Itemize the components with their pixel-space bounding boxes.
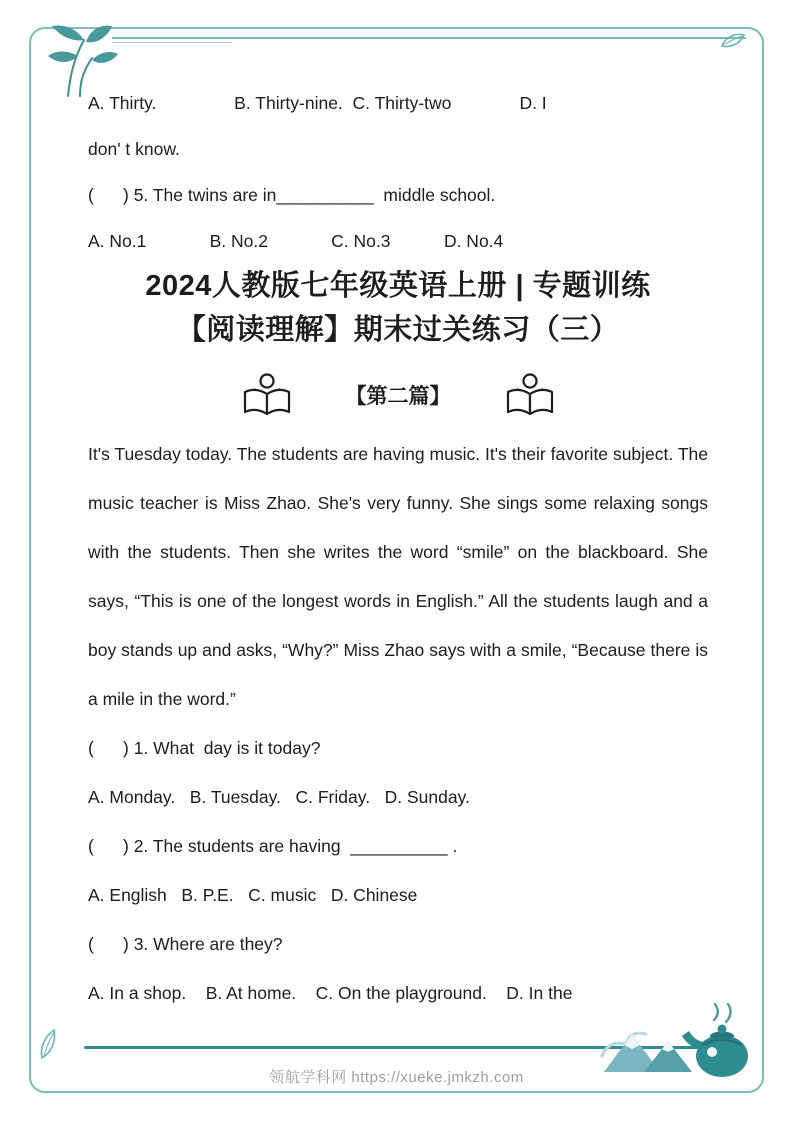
question4-options-line2: don' t know.	[88, 139, 180, 159]
question2-options: A. English B. P.E. C. music D. Chinese	[88, 885, 418, 905]
question1-options: A. Monday. B. Tuesday. C. Friday. D. Sunday.	[88, 787, 470, 807]
top-divider	[112, 37, 746, 39]
footer-site-text: 领航学科网 https://xueke.jmkzh.com	[269, 1069, 524, 1086]
question3-text: ( ) 3. Where are they?	[88, 934, 283, 954]
question3-options: A. In a shop. B. At home. C. On the playground. D. In the	[88, 983, 573, 1003]
sprig-icon	[36, 1026, 66, 1067]
steam-icon	[714, 1004, 731, 1022]
reading-passage: It's Tuesday today. The students are having music. It's their favorite subject. The music teacher is Miss Zhao. She's very funny. She sings some relaxing songs with the students. Then she writes the word “smile” on the blackboard. She says, “This is one of the longest words in English.” All the students laugh and a boy stands up and asks, “Why?” Miss Zhao says with a smile, “Because there is a mile in the word.”	[88, 444, 708, 709]
reader-icon-left	[240, 372, 294, 418]
leaf-icon	[720, 32, 746, 55]
worksheet-content	[88, 80, 708, 1018]
teapot-icon	[682, 1025, 748, 1078]
question5-options: A. No.1 B. No.2 C. No.3 D. No.4	[88, 231, 504, 251]
mountain-icon	[604, 1034, 692, 1072]
worksheet-title-line2: 【阅读理解】期末过关练习（三）	[176, 314, 620, 346]
reader-icon-right	[503, 372, 557, 418]
question2-text: ( ) 2. The students are having __________ .	[88, 836, 458, 856]
question5-text: ( ) 5. The twins are in__________ middle school.	[88, 185, 496, 205]
worksheet-title-line1: 2024人教版七年级英语上册 | 专题训练	[145, 270, 651, 302]
section-label: 【第二篇】	[345, 385, 451, 408]
mountains-teapot-illustration	[596, 996, 756, 1085]
question1-text: ( ) 1. What day is it today?	[88, 738, 321, 758]
question4-options-line1: A. Thirty. B. Thirty-nine. C. Thirty-two D. I	[88, 93, 547, 113]
passage-section-header	[88, 360, 708, 430]
